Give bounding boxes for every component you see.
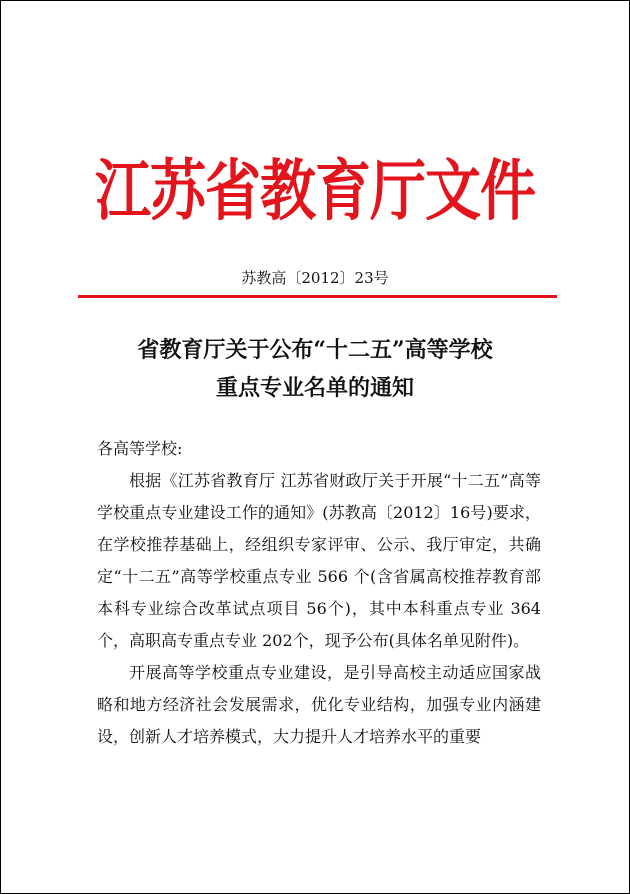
notice-title-line-1: 省教育厅关于公布“十二五”高等学校	[137, 337, 493, 363]
red-divider	[78, 295, 557, 298]
salutation: 各高等学校:	[97, 439, 183, 458]
document-body	[97, 433, 541, 753]
document-number: 苏教高〔2012〕23号	[241, 269, 389, 287]
body-paragraph-2: 开展高等学校重点专业建设，是引导高校主动适应国家战略和地方经济社会发展需求，优化专业结构，加强专业内涵建设，创新人才培养模式，大力提升人才培养水平的重要	[97, 663, 541, 746]
notice-title-line-2: 重点专业名单的通知	[215, 375, 414, 401]
notice-title	[1, 331, 629, 407]
body-paragraph-1: 根据《江苏省教育厅 江苏省财政厅关于开展“十二五”高等学校重点专业建设工作的通知》(苏教高〔2012〕16号)要求，在学校推荐基础上，经组织专家评审、公示、我厅审定，共确定“十二五”高等学校重点专业 566 个(含省属高校推荐教育部本科专业综合改革试点项目 56个)，其中本科重点专业 364个，高职高专重点专业 202个，现予公布(具体名单见附件)。	[97, 471, 541, 650]
issuer-header: 江苏省教育厅文件	[95, 151, 535, 230]
